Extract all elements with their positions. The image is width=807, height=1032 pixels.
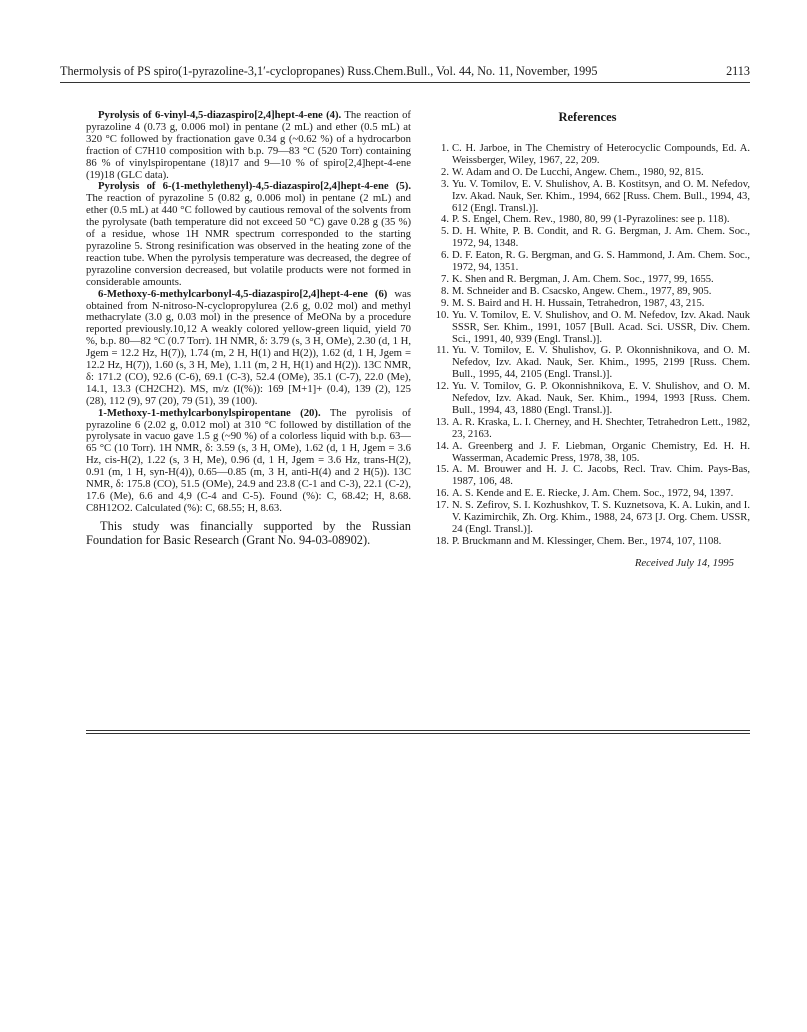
acknowledgement: This study was financially supported by the Russian Foundation for Basic Research (Grant No. 94-03-08902). [86, 518, 411, 548]
paragraph-text: The pyrolisis of pyrazoline 6 (2.02 g, 0.012 mol) at 310 °C followed by distillation of the pyrolysate in vacuo gave 1.5 g (~90 %) of a colorless liquid with b.p. 63—65 °C (10 Torr). 1H NMR, δ: 3.59 (s, 3 H, OMe), 1.62 (d, 1 H, Jgem = 3.6 Hz, cis-H(2), 1.22 (s, 3 H, Me), 0.96 (d, 1 H, Jgem = 3.6 Hz, trans-H(2), 0.91 (m, 1 H, syn-H(4)), 0.65—0.85 (m, 3 H, anti-H(4) and 2 H(5)). 13C NMR, δ: 175.8 (CO), 51.5 (OMe), 24.9 and 23.8 (C-1 and C-3), 22.1 (C-2), 17.6 (Me), 6.6 and 4,9 (C-4 and C-5). Found (%): C, 68.42; H, 8.68. C8H12O2. Calculated (%): C, 68.55; H, 8.63. [86, 406, 411, 514]
reference-item [425, 286, 750, 298]
paragraph-text: was obtained from N-nitroso-N-cyclopropylurea (2.6 g, 0.02 mol) and methyl methacrylate (3.0 g, 0.03 mol) in the presence of MeONa by a procedure reported previously.10,12 A weakly colored yellow-green liquid, yield 70 %, b.p. 80—82 °C (0.7 Torr). 1H NMR, δ: 3.79 (s, 3 H, OMe), 2.30 (d, 1 H, Jgem = 12.2 Hz, H(7)), 1.74 (m, 2 H, H(1) and H(2)), 1.62 (d, 1 H, Jgem = 12.2 Hz, H(7)), 1.60 (s, 3 H, Me), 1.11 (m, 2 H, H(1) and H(2)). 13C NMR, δ: 171.2 (CO), 92.6 (C-6), 69.1 (C-3), 52.4 (OMe), 35.1 (C-7), 22.0 (Me), 14.1, 13.3 (CH2CH2). MS, m/z (I(%)): 169 [M+1]+ (0.4), 139 (2), 125 (28), 112 (9), 97 (20), 79 (51), 39 (100). [86, 287, 411, 407]
experimental-paragraph [86, 181, 411, 288]
reference-number: 17. [435, 500, 449, 512]
reference-item [425, 441, 750, 465]
reference-item [425, 488, 750, 500]
reference-item [425, 298, 750, 310]
reference-item [425, 179, 750, 215]
reference-list [425, 143, 750, 548]
reference-text: M. S. Baird and H. H. Hussain, Tetrahedron, 1987, 43, 215. [452, 297, 705, 309]
reference-item [425, 345, 750, 381]
experimental-paragraph [86, 289, 411, 408]
reference-item [425, 143, 750, 167]
reference-text: C. H. Jarboe, in The Chemistry of Heterocyclic Compounds, Ed. A. Weissberger, Wiley, 1967, 22, 209. [452, 143, 750, 166]
reference-number: 9. [441, 297, 449, 309]
reference-number: 18. [435, 535, 449, 547]
reference-text: Yu. V. Tomilov, G. P. Okonnishnikova, E. V. Shulishov, and O. M. Nefedov, Izv. Akad. Nauk, Ser. Khim., 1994, 1993 [Russ. Chem. Bull., 1994, 43, 1880 (Engl. Transl.)]. [452, 381, 750, 416]
paragraph-title: Pyrolysis of 6-(1-methylethenyl)-4,5-diazaspiro[2,4]hept-4-ene (5). [98, 180, 411, 193]
reference-item [425, 167, 750, 179]
reference-item [425, 226, 750, 250]
reference-item [425, 214, 750, 226]
reference-item [425, 250, 750, 274]
reference-text: D. H. White, P. B. Condit, and R. G. Bergman, J. Am. Chem. Soc., 1972, 94, 1348. [452, 226, 750, 250]
reference-text: A. Greenberg and J. F. Liebman, Organic Chemistry, Ed. H. H. Wasserman, Academic Press, 1978, 38, 105. [452, 440, 750, 464]
reference-number: 3. [441, 178, 449, 190]
reference-number: 7. [441, 273, 449, 285]
reference-number: 10. [435, 309, 449, 321]
reference-number: 5. [441, 226, 449, 238]
running-header [60, 62, 750, 80]
reference-text: W. Adam and O. De Lucchi, Angew. Chem., 1980, 92, 815. [452, 166, 704, 178]
experimental-paragraph [86, 408, 411, 515]
reference-item [425, 310, 750, 346]
experimental-paragraph [86, 110, 411, 181]
reference-text: Yu. V. Tomilov, E. V. Shulishov, A. B. Kostitsyn, and O. M. Nefedov, Izv. Akad. Nauk, Ser. Khim., 1994, 662 [Russ. Chem. Bull., 1994, 43, 612 (Engl. Transl.)]. [452, 178, 750, 214]
reference-number: 2. [441, 166, 449, 178]
reference-item [425, 274, 750, 286]
reference-number: 12. [435, 381, 449, 393]
end-rule-double [86, 733, 750, 734]
reference-item [425, 536, 750, 548]
received-date: Received July 14, 1995 [634, 556, 734, 569]
reference-item [425, 381, 750, 417]
reference-number: 16. [435, 488, 449, 500]
left-column [86, 110, 411, 560]
paragraph-text: The reaction of pyrazoline 5 (0.82 g, 0.006 mol) in pentane (2 mL) and ether (0.5 mL) at 440 °C followed by cautious removal of the solvents from the pyrolysate (bath temperature did not exceed 50 °C) gave 0.28 g (35 %) of a residue, whose 1H NMR spectrum corresponded to the starting pyrazoline 5. Strong resinification was observed in the heating zone of the reaction tube. When the pyrolysis temperature was decreased, the degree of pyrazoline conversion decreased, but volatile products were not formed in considerable amounts. [86, 192, 411, 288]
reference-text: A. M. Brouwer and H. J. C. Jacobs, Recl. Trav. Chim. Pays-Bas, 1987, 106, 48. [452, 464, 750, 488]
reference-item [425, 464, 750, 488]
reference-text: P. Bruckmann and M. Klessinger, Chem. Ber., 1974, 107, 1108. [452, 535, 722, 547]
reference-text: A. R. Kraska, L. I. Cherney, and H. Shechter, Tetrahedron Lett., 1982, 23, 2163. [452, 416, 750, 440]
reference-number: 8. [441, 285, 449, 297]
header-rule [60, 82, 750, 83]
reference-text: Yu. V. Tomilov, E. V. Shulishov, and O. M. Nefedov, Izv. Akad. Nauk SSSR, Ser. Khim., 1991, 1057 [Bull. Acad. Sci. USSR, Div. Chem. Sci., 1991, 40, 939 (Engl. Transl.)]. [452, 309, 750, 345]
reference-text: D. F. Eaton, R. G. Bergman, and G. S. Hammond, J. Am. Chem. Soc., 1972, 94, 1351. [452, 250, 750, 274]
reference-number: 13. [435, 416, 449, 428]
reference-number: 6. [441, 250, 449, 262]
reference-number: 4. [441, 214, 449, 226]
page-number: 2113 [726, 64, 750, 78]
paragraph-title: Pyrolysis of 6-vinyl-4,5-diazaspiro[2,4]hept-4-ene (4). [98, 109, 342, 121]
reference-number: 11. [436, 345, 449, 357]
reference-text: N. S. Zefirov, S. I. Kozhushkov, T. S. Kuznetsova, K. A. Lukin, and I. V. Kazimirchik, Zh. Org. Khim., 1988, 24, 673 [J. Org. Chem. USSR, 24 (Engl. Transl.)]. [452, 500, 750, 535]
reference-item [425, 417, 750, 441]
references-column [425, 110, 750, 570]
reference-item [425, 500, 750, 536]
reference-number: 1. [441, 143, 449, 154]
reference-number: 15. [435, 464, 449, 476]
reference-text: A. S. Kende and E. E. Riecke, J. Am. Chem. Soc., 1972, 94, 1397. [452, 488, 734, 500]
running-title: Thermolysis of PS spiro(1-pyrazoline-3,1′-cyclopropanes) Russ.Chem.Bull., Vol. 44, No. 11, November, 1995 [60, 64, 598, 78]
reference-text: M. Schneider and B. Csacsko, Angew. Chem., 1977, 89, 905. [452, 285, 712, 297]
reference-text: P. S. Engel, Chem. Rev., 1980, 80, 99 (1-Pyrazolines: see p. 118). [452, 214, 730, 226]
reference-text: K. Shen and R. Bergman, J. Am. Chem. Soc., 1977, 99, 1655. [452, 273, 714, 285]
paragraph-title: 1-Methoxy-1-methylcarbonylspiropentane (20). [98, 406, 321, 419]
reference-text: Yu. V. Tomilov, E. V. Shulishov, G. P. Okonnishnikova, and O. M. Nefedov, Izv. Akad. Nauk, Ser. Khim., 1995, 2199 [Russ. Chem. Bull., 1995, 44, 2105 (Engl. Transl.)]. [452, 345, 750, 381]
reference-number: 14. [435, 440, 449, 452]
references-heading: References [558, 110, 617, 124]
end-rule [86, 730, 750, 731]
paragraph-title: 6-Methoxy-6-methylcarbonyl-4,5-diazaspiro[2,4]hept-4-ene (6) [98, 287, 388, 300]
paragraph-text: The reaction of pyrazoline 4 (0.73 g, 0.006 mol) in pentane (2 mL) and ether (0.5 mL) at 320 °C followed by fractionation gave 0.34 g (~0.62 %) of a hydrocarbon fraction of C7H10 composition with b.p. 79—83 °C (520 Torr) containing 86 % of vinylspiropentane (18)17 and 9—10 % of spiro[2,4]hept-4-ene (19)18 (GLC data). [86, 109, 411, 181]
